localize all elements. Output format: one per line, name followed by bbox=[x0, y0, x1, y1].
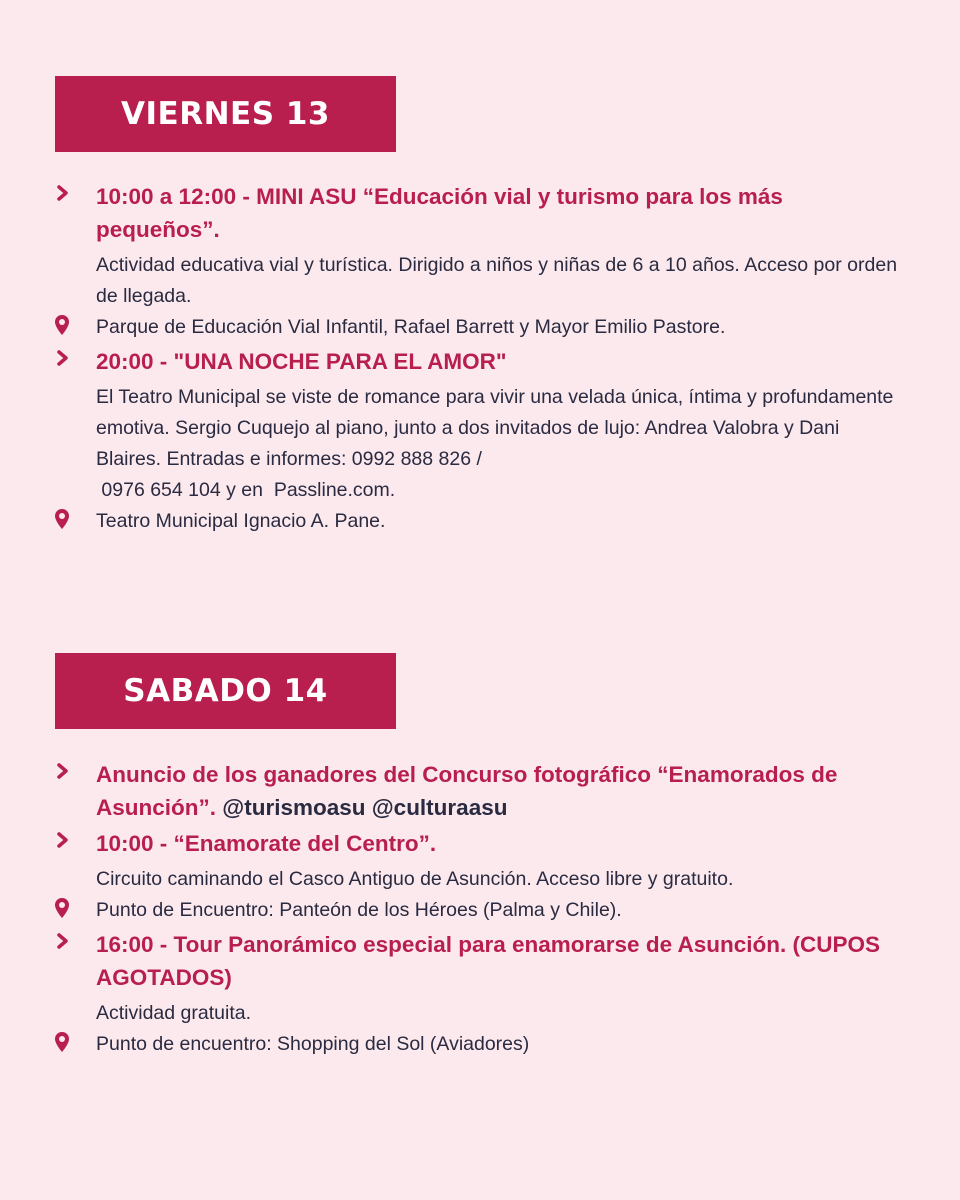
event-description: Actividad educativa vial y turística. Dirigido a niños y niñas de 6 a 10 años. Acceso por orden de llegada. bbox=[96, 254, 898, 307]
event-item bbox=[0, 180, 960, 246]
event-location: Teatro Municipal Ignacio A. Pane. bbox=[96, 510, 386, 532]
map-pin-icon bbox=[54, 508, 70, 530]
map-pin-icon bbox=[54, 314, 70, 336]
event-description-row bbox=[0, 998, 960, 1029]
event-item bbox=[0, 758, 960, 824]
event-description-row bbox=[0, 250, 960, 312]
map-pin-icon bbox=[54, 897, 70, 919]
day-section-sabado bbox=[0, 758, 960, 1060]
event-description: Circuito caminando el Casco Antiguo de Asunción. Acceso libre y gratuito. bbox=[96, 868, 734, 890]
day-label: VIERNES 13 bbox=[121, 96, 330, 132]
event-location: Punto de Encuentro: Panteón de los Héroes (Palma y Chile). bbox=[96, 899, 622, 921]
event-item bbox=[0, 345, 960, 378]
chevron-right-icon bbox=[54, 762, 72, 780]
chevron-right-icon bbox=[54, 184, 72, 202]
event-description: Actividad gratuita. bbox=[96, 1002, 252, 1024]
event-location: Punto de encuentro: Shopping del Sol (Aviadores) bbox=[96, 1033, 530, 1055]
event-title: 20:00 - "UNA NOCHE PARA EL AMOR" bbox=[96, 349, 507, 374]
event-title-text: Anuncio de los ganadores del Concurso fotográfico “Enamorados de Asunción”. bbox=[96, 762, 838, 820]
event-description-row bbox=[0, 382, 960, 506]
chevron-right-icon bbox=[54, 831, 72, 849]
event-location-row bbox=[0, 506, 960, 537]
day-banner-viernes bbox=[55, 76, 396, 152]
event-title: 16:00 - Tour Panorámico especial para enamorarse de Asunción. (CUPOS AGOTADOS) bbox=[96, 932, 881, 990]
event-description-contact: 0976 654 104 y en Passline.com. bbox=[96, 479, 396, 501]
event-location: Parque de Educación Vial Infantil, Rafael Barrett y Mayor Emilio Pastore. bbox=[96, 316, 726, 338]
event-location-row bbox=[0, 1029, 960, 1060]
event-location-row bbox=[0, 312, 960, 343]
event-description-row bbox=[0, 864, 960, 895]
map-pin-icon bbox=[54, 1031, 70, 1053]
event-title: 10:00 - “Enamorate del Centro”. bbox=[96, 831, 437, 856]
event-item bbox=[0, 827, 960, 860]
chevron-right-icon bbox=[54, 349, 72, 367]
day-banner-sabado bbox=[55, 653, 396, 729]
event-title: 10:00 a 12:00 - MINI ASU “Educación vial y turismo para los más pequeños”. bbox=[96, 184, 783, 242]
day-label: SABADO 14 bbox=[123, 673, 328, 709]
event-location-row bbox=[0, 895, 960, 926]
event-title bbox=[96, 758, 900, 824]
event-item bbox=[0, 928, 960, 994]
day-section-viernes bbox=[0, 180, 960, 537]
event-description: El Teatro Municipal se viste de romance para vivir una velada única, íntima y profundamente emotiva. Sergio Cuquejo al piano, junto a dos invitados de lujo: Andrea Valobra y Dani Blaires. Entradas e informes: 0992 888 826 / bbox=[96, 386, 894, 470]
chevron-right-icon bbox=[54, 932, 72, 950]
social-handles: @turismoasu @culturaasu bbox=[216, 795, 508, 820]
